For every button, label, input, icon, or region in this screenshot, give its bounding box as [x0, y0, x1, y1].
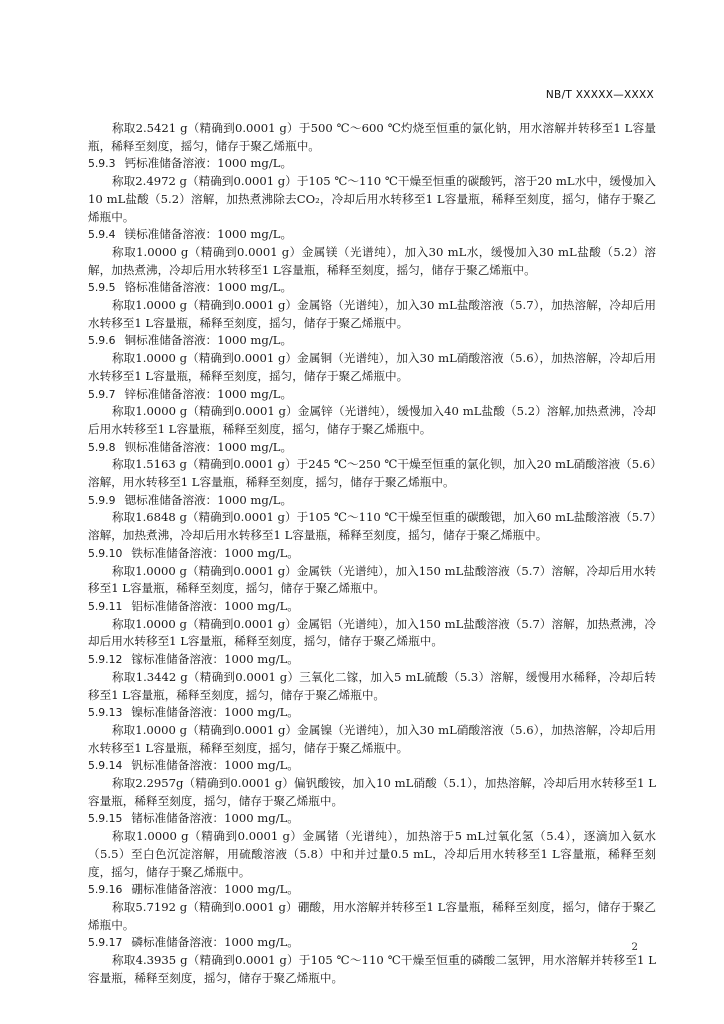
section-number: 5.9.16: [88, 883, 123, 897]
section-title: 钙标准储备溶液：1000 mg/L。: [124, 156, 293, 171]
section-title: 硼标准储备溶液：1000 mg/L。: [131, 882, 299, 897]
section-heading: [88, 155, 656, 173]
section-title: 镓标准储备溶液：1000 mg/L。: [131, 652, 299, 667]
page-number: 2: [631, 941, 638, 953]
section-heading: [88, 651, 656, 669]
section-heading: [88, 881, 656, 899]
section-heading: [88, 934, 656, 952]
section-number: 5.9.13: [88, 706, 123, 720]
section-heading: [88, 332, 656, 350]
section-paragraph: 称取1.0000 g（精确到0.0001 g）金属铝（光谱纯），加入150 mL盐酸溶液（5.7）溶解，加热煮沸，冷却后用水转移至1 L容量瓶，稀释至刻度，摇匀，储存于聚乙烯瓶中。: [88, 616, 656, 649]
section-paragraph: 称取1.0000 g（精确到0.0001 g）金属锌（光谱纯），缓慢加入40 mL盐酸（5.2）溶解,加热煮沸，冷却后用水转移至1 L容量瓶，稀释至刻度，摇匀，储存于聚乙烯瓶中。: [88, 404, 656, 436]
section-title: 锶标准储备溶液：1000 mg/L。: [124, 492, 293, 507]
section-paragraph: 称取1.3442 g（精确到0.0001 g）三氧化二镓，加入5 mL硫酸（5.3）溶解，缓慢用水稀释，冷却后转移至1 L容量瓶，稀释至刻度，摇匀，储存于聚乙烯瓶中。: [88, 669, 656, 702]
section-heading: [88, 226, 656, 244]
section-number: 5.9.8: [88, 440, 116, 454]
section-title: 铁标准储备溶液：1000 mg/L。: [131, 545, 299, 560]
section-paragraph: 称取1.0000 g（精确到0.0001 g）金属铜（光谱纯），加入30 mL硝酸溶液（5.6），加热溶解，冷却后用水转移至1 L容量瓶，稀释至刻度，摇匀，储存于聚乙烯瓶中。: [88, 351, 656, 383]
section-number: 5.9.14: [88, 759, 123, 773]
section-heading: [88, 439, 656, 457]
section-title: 镍标准储备溶液：1000 mg/L。: [131, 705, 299, 720]
section-heading: [88, 545, 656, 563]
section-paragraph: 称取1.6848 g（精确到0.0001 g）于105 ℃～110 ℃干燥至恒重的碳酸锶，加入60 mL盐酸溶液（5.7）溶解，加热煮沸，冷却后用水转移至1 L容量瓶，稀释至刻度，摇匀，储存于聚乙烯瓶中。: [88, 510, 656, 543]
section-heading: [88, 386, 656, 404]
section-number: 5.9.10: [88, 546, 123, 560]
section-paragraph: 称取5.7192 g（精确到0.0001 g）硼酸，用水溶解并转移至1 L容量瓶，稀释至刻度，摇匀，储存于聚乙烯瓶中。: [88, 899, 656, 932]
intro-paragraph: 称取2.5421 g（精确到0.0001 g）于500 ℃～600 ℃灼烧至恒重的氯化钠，用水溶解并转移至1 L容量瓶，稀释至刻度，摇匀，储存于聚乙烯瓶中。: [88, 121, 656, 153]
section-paragraph: 称取1.0000 g（精确到0.0001 g）金属镍（光谱纯），加入30 mL硝酸溶液（5.6），加热溶解，冷却后用水转移至1 L容量瓶，稀释至刻度，摇匀，储存于聚乙烯瓶中。: [88, 722, 656, 755]
section-title: 钒标准储备溶液：1000 mg/L。: [131, 758, 299, 773]
section-number: 5.9.12: [88, 653, 123, 667]
document-code-header: NB/T XXXXX—XXXX: [545, 89, 654, 101]
section-number: 5.9.5: [88, 281, 116, 295]
section-paragraph: 称取1.0000 g（精确到0.0001 g）金属铬（光谱纯），加入30 mL盐酸溶液（5.7），加热溶解，冷却后用水转移至1 L容量瓶，稀释至刻度，摇匀，储存于聚乙烯瓶中。: [88, 298, 656, 330]
section-number: 5.9.17: [88, 936, 123, 950]
section-number: 5.9.15: [88, 812, 123, 826]
document-body: [88, 120, 656, 987]
section-heading: [88, 757, 656, 775]
section-heading: [88, 810, 656, 828]
section-title: 钡标准储备溶液：1000 mg/L。: [124, 439, 293, 454]
section-heading: [88, 704, 656, 722]
section-paragraph: 称取1.5163 g（精确到0.0001 g）于245 ℃～250 ℃干燥至恒重的氯化钡，加入20 mL硝酸溶液（5.6）溶解，用水转移至1 L容量瓶，稀释至刻度，摇匀，储存于聚乙烯瓶中。: [88, 457, 656, 490]
section-number: 5.9.4: [88, 228, 116, 242]
section-paragraph: 称取1.0000 g（精确到0.0001 g）金属铁（光谱纯），加入150 mL盐酸溶液（5.7）溶解，冷却后用水转移至1 L容量瓶，稀释至刻度，摇匀，储存于聚乙烯瓶中。: [88, 563, 656, 596]
section-paragraph: 称取2.4972 g（精确到0.0001 g）于105 ℃～110 ℃干燥至恒重的碳酸钙，溶于20 mL水中，缓慢加入10 mL盐酸（5.2）溶解，加热煮沸除去CO₂，冷却后用水转移至1 L容量瓶，稀释至刻度，摇匀，储存于聚乙烯瓶中。: [88, 174, 656, 224]
section-paragraph: 称取4.3935 g（精确到0.0001 g）于105 ℃～110 ℃干燥至恒重的磷酸二氢钾，用水溶解并转移至1 L容量瓶，稀释至刻度，摇匀，储存于聚乙烯瓶中。: [88, 953, 656, 985]
section-title: 锌标准储备溶液：1000 mg/L。: [124, 386, 293, 401]
section-heading: [88, 279, 656, 297]
sections-list: [88, 155, 656, 987]
section-number: 5.9.6: [88, 334, 116, 348]
section-number: 5.9.7: [88, 387, 116, 401]
section-title: 磷标准储备溶液：1000 mg/L。: [131, 935, 299, 950]
section-heading: [88, 492, 656, 510]
section-paragraph: 称取1.0000 g（精确到0.0001 g）金属镁（光谱纯），加入30 mL水，缓慢加入30 mL盐酸（5.2）溶解，加热煮沸，冷却后用水转移至1 L容量瓶，稀释至刻度，摇匀，储存于聚乙烯瓶中。: [88, 244, 656, 277]
section-paragraph: 称取2.2957g（精确到0.0001 g）偏钒酸铵，加入10 mL硝酸（5.1），加热溶解，冷却后用水转移至1 L容量瓶，稀释至刻度，摇匀，储存于聚乙烯瓶中。: [88, 776, 656, 808]
section-title: 锗标准储备溶液：1000 mg/L。: [131, 811, 299, 826]
section-title: 铜标准储备溶液：1000 mg/L。: [124, 333, 293, 348]
section-number: 5.9.3: [88, 157, 116, 171]
section-number: 5.9.11: [88, 599, 123, 613]
section-heading: [88, 598, 656, 616]
section-number: 5.9.9: [88, 493, 116, 507]
section-title: 镁标准储备溶液：1000 mg/L。: [124, 227, 293, 242]
section-title: 铝标准储备溶液：1000 mg/L。: [131, 598, 299, 613]
section-title: 铬标准储备溶液：1000 mg/L。: [124, 280, 293, 295]
section-paragraph: 称取1.0000 g（精确到0.0001 g）金属锗（光谱纯），加热溶于5 mL过氧化氢（5.4），逐滴加入氨水（5.5）至白色沉淀溶解，用硫酸溶液（5.8）中和并过量0.5 mL，冷却后用水转移至1 L容量瓶，稀释至刻度，摇匀，储存于聚乙烯瓶中。: [88, 829, 656, 879]
